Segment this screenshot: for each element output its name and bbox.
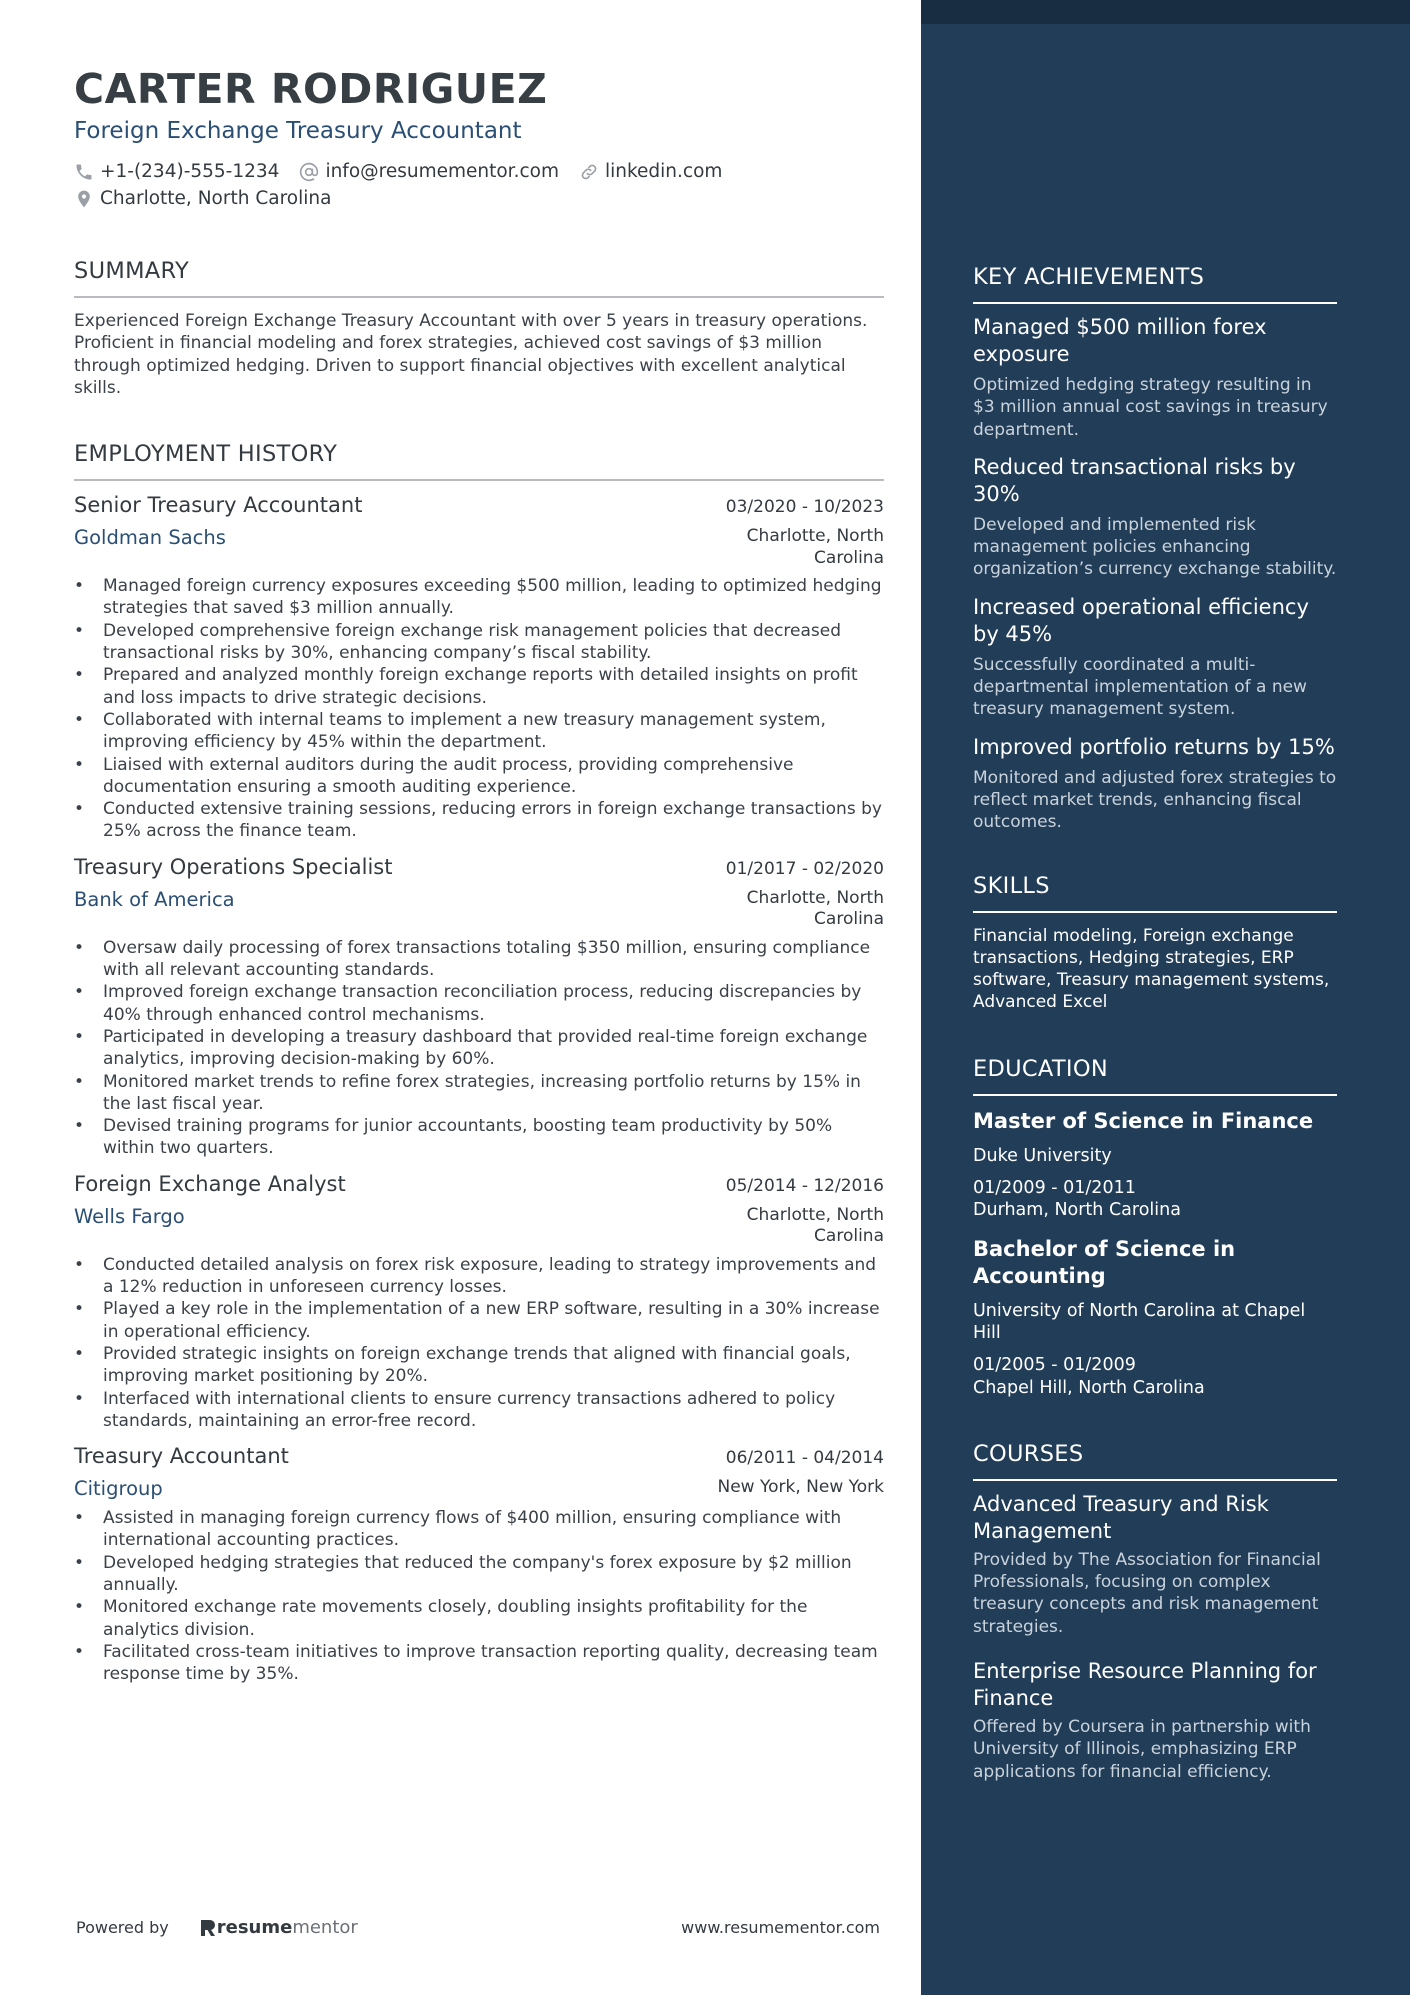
location-pin-icon — [74, 189, 94, 209]
powered-by — [76, 1917, 358, 1938]
job-bullet: • Collaborated with internal teams to implement a new treasury management system, improving efficiency by 45% within the department. — [74, 709, 884, 754]
achievement-title: Improved portfolio returns by 15% — [973, 734, 1335, 759]
section-divider — [973, 302, 1337, 304]
job-bullet: • Monitored exchange rate movements closely, doubling insights profitability for the analytics division. — [74, 1596, 884, 1641]
job-location: Charlotte, North Carolina — [746, 887, 884, 930]
job-entry — [74, 1170, 884, 1432]
job-role: Treasury Operations Specialist — [74, 854, 393, 879]
achievement-desc: Optimized hedging strategy resulting in $3 million annual cost savings in treasury department. — [973, 375, 1328, 440]
brand-logo[interactable] — [199, 1917, 358, 1938]
job-entry — [74, 1442, 884, 1685]
education-dates: 01/2005 - 01/2009 — [973, 1355, 1136, 1376]
job-entry — [74, 853, 884, 1160]
job-bullets — [74, 937, 884, 1160]
education-section — [973, 1054, 1337, 1399]
job-bullet: • Improved foreign exchange transaction reconciliation process, reducing discrepancies by 40% through enhanced control mechanisms. — [74, 981, 884, 1026]
job-bullets — [74, 1507, 884, 1685]
job-role: Treasury Accountant — [74, 1444, 289, 1469]
contact-email — [299, 161, 559, 182]
section-divider — [74, 479, 884, 481]
location-text: Charlotte, North Carolina — [100, 188, 332, 209]
education-dates: 01/2009 - 01/2011 — [973, 1178, 1136, 1199]
education-location: Chapel Hill, North Carolina — [973, 1377, 1205, 1398]
job-dates: 06/2011 - 04/2014 — [725, 1448, 884, 1469]
link-icon — [579, 162, 599, 182]
phone-icon — [74, 162, 94, 182]
job-bullet: • Monitored market trends to refine forex strategies, increasing portfolio returns by 15% in the last fiscal year. — [74, 1071, 884, 1116]
contact-linkedin — [579, 161, 722, 182]
job-bullet: • Facilitated cross-team initiatives to improve transaction reporting quality, decreasing team response time by 35%. — [74, 1641, 884, 1686]
brand-name-light: mentor — [292, 1917, 358, 1938]
achievement-desc: Successfully coordinated a multi-departmental implementation of a new treasury management system. — [973, 654, 1307, 720]
summary-section — [74, 256, 884, 399]
skills-heading: SKILLS — [973, 872, 1050, 899]
section-divider — [973, 1094, 1337, 1096]
course-item — [973, 1658, 1337, 1783]
achievement-item — [973, 734, 1337, 834]
contact-info — [74, 158, 884, 212]
job-dates: 05/2014 - 12/2016 — [725, 1175, 884, 1196]
job-bullet: • Conducted extensive training sessions, reducing errors in foreign exchange transactions by 25% across the finance team. — [74, 798, 884, 843]
footer — [76, 1917, 880, 1938]
job-role: Senior Treasury Accountant — [74, 493, 363, 518]
job-role: Foreign Exchange Analyst — [74, 1171, 346, 1196]
main-column — [74, 62, 884, 1685]
achievement-desc: Developed and implemented risk management policies enhancing organization’s currency exchange stability. — [973, 514, 1337, 580]
candidate-title: Foreign Exchange Treasury Accountant — [74, 118, 522, 144]
job-bullets — [74, 1254, 884, 1432]
employment-heading: EMPLOYMENT HISTORY — [74, 441, 338, 468]
candidate-name: CARTER RODRIGUEZ — [74, 65, 548, 113]
achievement-title: Managed $500 million forex exposure — [973, 315, 1267, 366]
course-item — [973, 1491, 1337, 1638]
course-desc: Offered by Coursera in partnership with University of Illinois, emphasizing ERP applications for financial efficiency. — [973, 1717, 1311, 1782]
course-title: Advanced Treasury and Risk Management — [973, 1491, 1269, 1543]
contact-phone — [74, 161, 279, 182]
sidebar — [921, 0, 1410, 1995]
section-divider — [973, 911, 1337, 913]
achievement-desc: Monitored and adjusted forex strategies to reflect market trends, enhancing fiscal outcomes. — [973, 767, 1337, 833]
summary-heading: SUMMARY — [74, 258, 190, 284]
job-bullet: • Devised training programs for junior accountants, boosting team productivity by 50% within two quarters. — [74, 1115, 884, 1160]
job-bullet: • Managed foreign currency exposures exceeding $500 million, leading to optimized hedging strategies that saved $3 million annually. — [74, 575, 884, 620]
job-bullet: • Interfaced with international clients to ensure currency transactions adhered to policy standards, maintaining an error-free record. — [74, 1388, 884, 1433]
brand-name-bold: resume — [216, 1917, 293, 1938]
skills-section — [973, 871, 1337, 1014]
course-desc: Provided by The Association for Financial Professionals, focusing on complex treasury concepts and risk management strategies. — [973, 1549, 1321, 1637]
job-location: New York, New York — [717, 1477, 884, 1498]
at-icon — [299, 162, 319, 182]
achievements-heading: KEY ACHIEVEMENTS — [973, 264, 1205, 290]
courses-section — [973, 1439, 1337, 1783]
resumementor-logo-icon — [199, 1918, 217, 1938]
education-degree: Bachelor of Science in Accounting — [973, 1236, 1236, 1288]
achievements-section — [973, 262, 1337, 834]
job-dates: 03/2020 - 10/2023 — [725, 497, 884, 518]
job-company: Citigroup — [74, 1477, 163, 1501]
job-entry — [74, 491, 884, 843]
job-location: Charlotte, North Carolina — [746, 1204, 884, 1247]
education-item — [973, 1108, 1337, 1222]
education-school: Duke University — [973, 1145, 1112, 1166]
job-bullets — [74, 575, 884, 843]
email-address: info@resumementor.com — [325, 161, 559, 182]
job-bullet: • Liaised with external auditors during the audit process, providing comprehensive documentation ensuring a smooth auditing experience. — [74, 754, 884, 799]
job-dates: 01/2017 - 02/2020 — [725, 858, 884, 879]
powered-by-label: Powered by — [76, 1918, 169, 1937]
education-location: Durham, North Carolina — [973, 1200, 1181, 1221]
job-company: Goldman Sachs — [74, 526, 226, 550]
section-divider — [973, 1479, 1337, 1481]
courses-heading: COURSES — [973, 1440, 1084, 1467]
job-bullet: • Oversaw daily processing of forex transactions totaling $350 million, ensuring compliance with all relevant accounting standards. — [74, 937, 884, 982]
job-company: Bank of America — [74, 887, 235, 911]
job-bullet: • Conducted detailed analysis on forex risk exposure, leading to strategy improvements and a 12% reduction in unforeseen currency losses. — [74, 1254, 884, 1299]
website-link[interactable]: www.resumementor.com — [681, 1918, 880, 1937]
skills-text: Financial modeling, Foreign exchange transactions, Hedging strategies, ERP software, Treasury management systems, Advanced Excel — [973, 925, 1330, 1013]
job-bullet: • Assisted in managing foreign currency flows of $400 million, ensuring compliance with international accounting practices. — [74, 1507, 884, 1552]
linkedin-url: linkedin.com — [604, 161, 723, 182]
job-bullet: • Participated in developing a treasury dashboard that provided real-time foreign exchange analytics, improving decision-making by 60%. — [74, 1026, 884, 1071]
education-school: University of North Carolina at Chapel Hill — [973, 1300, 1306, 1343]
sidebar-top-bar — [921, 0, 1410, 24]
section-divider — [74, 296, 884, 298]
employment-section — [74, 439, 884, 1685]
summary-text: Experienced Foreign Exchange Treasury Accountant with over 5 years in treasury operations. Proficient in financial modeling and forex strategies, achieved cost savings of $3 million through optimized hedging. Driven to support financial objectives with excellent analytical skills. — [74, 311, 868, 398]
job-bullet: • Developed comprehensive foreign exchange risk management policies that decreased transactional risks by 30%, enhancing company’s fiscal stability. — [74, 620, 884, 665]
achievement-item — [973, 454, 1337, 581]
achievement-item — [973, 314, 1337, 441]
education-degree: Master of Science in Finance — [973, 1108, 1314, 1133]
contact-location — [74, 188, 331, 209]
education-heading: EDUCATION — [973, 1055, 1108, 1082]
job-company: Wells Fargo — [74, 1204, 185, 1228]
education-item — [973, 1236, 1337, 1399]
job-bullet: • Prepared and analyzed monthly foreign exchange reports with detailed insights on profit and loss impacts to drive strategic decisions. — [74, 664, 884, 709]
course-title: Enterprise Resource Planning for Finance — [973, 1659, 1317, 1711]
job-bullet: • Provided strategic insights on foreign exchange trends that aligned with financial goals, improving market positioning by 20%. — [74, 1343, 884, 1388]
job-location: Charlotte, North Carolina — [746, 526, 884, 568]
achievement-item — [973, 594, 1337, 721]
job-bullet: • Developed hedging strategies that reduced the company's forex exposure by $2 million annually. — [74, 1552, 884, 1597]
phone-number: +1-(234)-555-1234 — [100, 161, 280, 182]
job-bullet: • Played a key role in the implementation of a new ERP software, resulting in a 30% increase in operational efficiency. — [74, 1298, 884, 1343]
achievement-title: Reduced transactional risks by 30% — [973, 454, 1296, 506]
achievement-title: Increased operational efficiency by 45% — [973, 594, 1309, 646]
